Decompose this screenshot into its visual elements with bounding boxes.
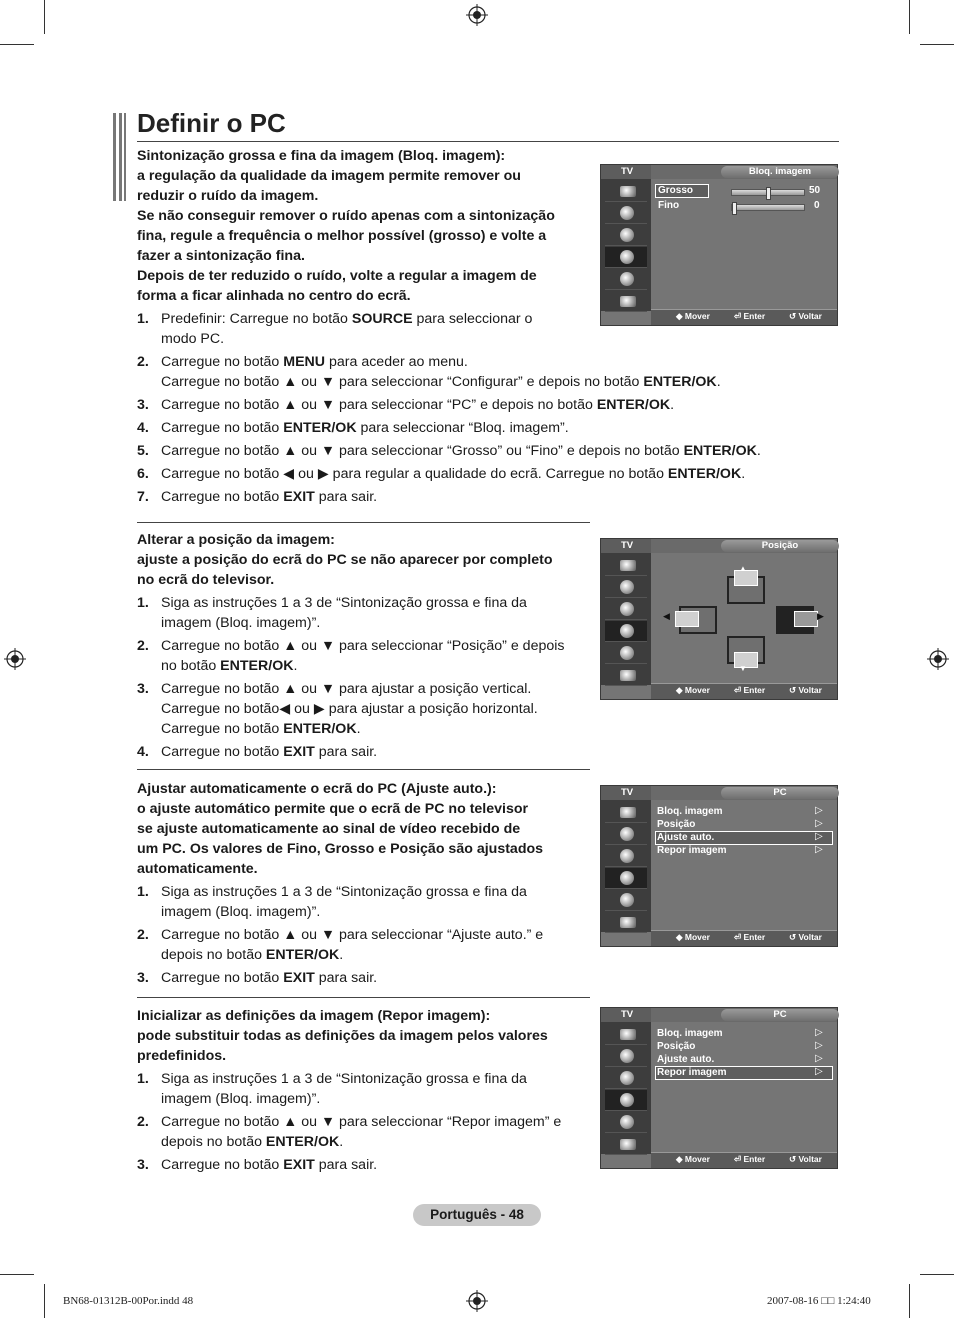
submenu-arrow-icon: ▷	[815, 844, 823, 855]
osd-pc-ajuste-auto	[600, 785, 838, 947]
step-item	[137, 1112, 592, 1152]
osd-picture-icon	[605, 802, 647, 823]
step-text: Carregue no botão ▲ ou ▼ para seleccionar “Ajuste auto.” e	[161, 927, 544, 943]
osd-channel-icon	[605, 599, 647, 620]
title-divider	[137, 141, 839, 142]
osd-tv-label: TV	[601, 165, 651, 179]
step-item	[137, 352, 821, 392]
back-icon: ↺	[789, 932, 799, 942]
osd-picture-icon	[605, 555, 647, 576]
osd-application-icon	[605, 912, 647, 933]
enter-icon: ⏎	[734, 932, 744, 942]
osd-setup-icon	[605, 247, 647, 268]
file-slug: BN68-01312B-00Por.indd 48	[63, 1295, 194, 1307]
step-text: Predefinir: Carregue no botão SOURCE para seleccionar o	[161, 311, 533, 327]
osd-nav-enter	[734, 311, 765, 322]
step-text: no botão ENTER/OK.	[161, 658, 298, 674]
heading-line: forma a ficar alinhada no centro do ecrã.	[137, 288, 411, 304]
step-number: 1.	[137, 1071, 149, 1087]
section-divider	[137, 522, 590, 523]
step-item	[137, 1155, 592, 1175]
step-text: Carregue no botão ◀ ou ▶ para regular a qualidade do ecrã. Carregue no botão ENTER/OK.	[161, 466, 746, 482]
section-divider	[137, 769, 590, 770]
osd-nav-move	[676, 311, 710, 322]
enter-icon: ⏎	[734, 1154, 744, 1164]
osd-tab-title: Bloq. imagem	[721, 166, 839, 178]
step-text: Carregue no botão ▲ ou ▼ para seleccionar “Grosso” ou “Fino” e depois no botão ENTER/OK.	[161, 443, 761, 459]
osd-setup-icon	[605, 621, 647, 642]
osd-nav-move	[676, 1154, 710, 1165]
osd-nav-label: Mover	[684, 311, 710, 321]
osd-application-icon	[605, 1134, 647, 1155]
section-ajuste-auto	[137, 779, 592, 991]
heading-line: Sintonização grossa e fina da imagem (Bloq. imagem):	[137, 148, 506, 164]
move-icon: ◆	[676, 1154, 685, 1164]
heading-line: fazer a sintonização fina.	[137, 248, 305, 264]
enter-icon: ⏎	[734, 311, 744, 321]
step-number: 2.	[137, 1114, 149, 1130]
osd-value-grosso: 50	[809, 185, 821, 196]
osd-tab-title: PC	[721, 1009, 839, 1021]
osd-input-icon	[605, 890, 647, 911]
move-icon: ◆	[676, 932, 685, 942]
step-number: 2.	[137, 927, 149, 943]
position-box-right	[776, 606, 814, 634]
submenu-arrow-icon: ▷	[815, 1040, 823, 1051]
step-item	[137, 925, 592, 965]
submenu-arrow-icon: ▷	[815, 1027, 823, 1038]
osd-nav-label: Voltar	[798, 311, 822, 321]
step-item	[137, 593, 592, 633]
osd-input-icon	[605, 269, 647, 290]
osd-tv-label: TV	[601, 786, 651, 800]
osd-menu-item: Repor imagem	[657, 845, 727, 856]
osd-setup-icon	[605, 868, 647, 889]
osd-pc-repor-imagem	[600, 1007, 838, 1169]
osd-menu-item: Ajuste auto.	[656, 832, 832, 844]
step-list	[137, 593, 592, 762]
osd-sound-icon	[605, 203, 647, 224]
step-text: Carregue no botão EXIT para sair.	[161, 1157, 378, 1173]
step-item	[137, 968, 592, 988]
submenu-arrow-icon: ▷	[815, 831, 823, 842]
osd-nav-label: Voltar	[798, 932, 822, 942]
step-text: Carregue no botão◀ ou ▶ para ajustar a posição horizontal.	[161, 701, 538, 717]
step-item	[137, 464, 821, 484]
step-number: 4.	[137, 744, 149, 760]
page-number-badge: Português - 48	[413, 1204, 541, 1226]
position-box-top	[727, 576, 765, 604]
step-text: Carregue no botão EXIT para sair.	[161, 744, 378, 760]
heading-line: se ajuste automaticamente ao sinal de vídeo recebido de	[137, 821, 521, 837]
osd-setup-icon	[605, 1090, 647, 1111]
osd-nav-enter	[734, 932, 765, 943]
osd-tab-title: PC	[721, 787, 839, 799]
step-list	[137, 1069, 592, 1175]
step-number: 1.	[137, 884, 149, 900]
section-divider	[137, 997, 590, 998]
osd-sound-icon	[605, 577, 647, 598]
heading-line: um PC. Os valores de Fino, Grosso e Posição são ajustados	[137, 841, 544, 857]
osd-menu-item: Posição	[657, 819, 696, 830]
step-number: 1.	[137, 311, 149, 327]
osd-nav-move	[676, 685, 710, 696]
osd-channel-icon	[605, 846, 647, 867]
osd-nav-label: Enter	[743, 685, 766, 695]
position-down-arrow-icon: ▼	[739, 664, 747, 673]
heading-line: a regulação da qualidade da imagem permite remover ou	[137, 168, 521, 184]
step-number: 3.	[137, 681, 149, 697]
osd-slider-knob	[766, 187, 771, 200]
step-number: 3.	[137, 1157, 149, 1173]
back-icon: ↺	[789, 311, 799, 321]
step-text: Carregue no botão EXIT para sair.	[161, 489, 378, 505]
step-item	[137, 441, 821, 461]
osd-tv-label: TV	[601, 539, 651, 553]
step-text: Carregue no botão ▲ ou ▼ para seleccionar “Repor imagem” e	[161, 1114, 562, 1130]
osd-picture-icon	[605, 1024, 647, 1045]
page-title: Definir o PC	[137, 108, 286, 138]
step-text: Siga as instruções 1 a 3 de “Sintonização grossa e fina da	[161, 1071, 527, 1087]
step-number: 2.	[137, 638, 149, 654]
position-up-arrow-icon: ▲	[739, 564, 747, 573]
osd-channel-icon	[605, 1068, 647, 1089]
move-icon: ◆	[676, 685, 685, 695]
heading-line: predefinidos.	[137, 1048, 227, 1064]
osd-application-icon	[605, 665, 647, 686]
step-item	[137, 679, 592, 739]
heading-line: fina, regule a frequência o melhor possível (grosso) e volte a	[137, 228, 547, 244]
step-item	[137, 742, 592, 762]
osd-nav-back	[789, 1154, 822, 1165]
osd-nav-enter	[734, 685, 765, 696]
step-text: Carregue no botão ▲ ou ▼ para ajustar a posição vertical.	[161, 681, 532, 697]
osd-nav-enter	[734, 1154, 765, 1165]
osd-slider-grosso	[731, 189, 805, 196]
section-heading	[137, 779, 592, 879]
step-number: 3.	[137, 970, 149, 986]
osd-menu-item: Repor imagem	[656, 1067, 832, 1079]
step-number: 5.	[137, 443, 149, 459]
step-number: 7.	[137, 489, 149, 505]
step-text: depois no botão ENTER/OK.	[161, 947, 344, 963]
osd-value-fino: 0	[814, 200, 820, 211]
osd-slider-knob	[732, 202, 737, 215]
step-text: modo PC.	[161, 331, 225, 347]
registration-mark-right-icon	[927, 648, 949, 670]
osd-sound-icon	[605, 824, 647, 845]
registration-mark-left-icon	[4, 648, 26, 670]
registration-mark-bottom-icon	[466, 1290, 488, 1312]
step-item	[137, 418, 837, 438]
osd-application-icon	[605, 291, 647, 312]
step-text: imagem (Bloq. imagem)”.	[161, 615, 321, 631]
step-item	[137, 636, 592, 676]
osd-nav-label: Enter	[743, 1154, 766, 1164]
osd-nav-label: Mover	[684, 1154, 710, 1164]
osd-slider-fino	[731, 204, 805, 211]
step-number: 3.	[137, 397, 149, 413]
step-text: imagem (Bloq. imagem)”.	[161, 904, 321, 920]
osd-nav-label: Mover	[684, 932, 710, 942]
step-number: 6.	[137, 466, 149, 482]
osd-bloq-imagem	[600, 164, 838, 326]
heading-line: automaticamente.	[137, 861, 258, 877]
heading-line: reduzir o ruído da imagem.	[137, 188, 319, 204]
step-text: Siga as instruções 1 a 3 de “Sintonização grossa e fina da	[161, 595, 527, 611]
back-icon: ↺	[789, 1154, 799, 1164]
section-heading	[137, 1006, 592, 1066]
osd-posicao	[600, 538, 838, 700]
back-icon: ↺	[789, 685, 799, 695]
osd-menu-item: Posição	[657, 1041, 696, 1052]
osd-nav-label: Enter	[743, 932, 766, 942]
section-posicao	[137, 530, 592, 765]
osd-sound-icon	[605, 1046, 647, 1067]
osd-tab-title: Posição	[721, 540, 839, 552]
osd-menu-item: Ajuste auto.	[657, 1054, 715, 1065]
step-text: Carregue no botão ENTER/OK.	[161, 721, 361, 737]
date-slug: 2007-08-16 □□ 1:24:40	[767, 1295, 871, 1307]
osd-menu-item: Bloq. imagem	[657, 806, 723, 817]
step-list	[137, 309, 837, 507]
heading-line: Se não conseguir remover o ruído apenas com a sintonização	[137, 208, 555, 224]
submenu-arrow-icon: ▷	[815, 1053, 823, 1064]
osd-nav-back	[789, 932, 822, 943]
osd-row-fino: Fino	[658, 200, 680, 211]
osd-nav-label: Mover	[684, 685, 710, 695]
submenu-arrow-icon: ▷	[815, 805, 823, 816]
osd-nav-label: Voltar	[798, 685, 822, 695]
osd-nav-label: Enter	[743, 311, 766, 321]
position-box-bottom	[727, 636, 765, 664]
step-text: Carregue no botão ▲ ou ▼ para seleccionar “PC” e depois no botão ENTER/OK.	[161, 397, 675, 413]
osd-menu-item: Bloq. imagem	[657, 1028, 723, 1039]
heading-line: Ajustar automaticamente o ecrã do PC (Ajuste auto.):	[137, 781, 497, 797]
step-number: 1.	[137, 595, 149, 611]
submenu-arrow-icon: ▷	[815, 1066, 823, 1077]
step-item	[137, 1069, 592, 1109]
enter-icon: ⏎	[734, 685, 744, 695]
step-number: 2.	[137, 354, 149, 370]
step-text: imagem (Bloq. imagem)”.	[161, 1091, 321, 1107]
position-right-arrow-icon: ▶	[817, 611, 824, 621]
section-repor-imagem	[137, 1006, 592, 1178]
heading-line: Inicializar as definições da imagem (Repor imagem):	[137, 1008, 491, 1024]
osd-picture-icon	[605, 181, 647, 202]
osd-row-grosso: Grosso	[656, 185, 708, 197]
osd-nav-label: Voltar	[798, 1154, 822, 1164]
heading-line: no ecrã do televisor.	[137, 572, 275, 588]
step-text: Carregue no botão EXIT para sair.	[161, 970, 378, 986]
step-text: Carregue no botão MENU para aceder ao menu.	[161, 354, 468, 370]
position-left-arrow-icon: ◀	[663, 611, 670, 621]
section-heading	[137, 530, 592, 590]
osd-input-icon	[605, 643, 647, 664]
heading-line: ajuste a posição do ecrã do PC se não aparecer por completo	[137, 552, 553, 568]
osd-channel-icon	[605, 225, 647, 246]
heading-line: Alterar a posição da imagem:	[137, 532, 335, 548]
submenu-arrow-icon: ▷	[815, 818, 823, 829]
osd-nav-move	[676, 932, 710, 943]
step-item	[137, 882, 592, 922]
heading-line: pode substituir todas as definições da imagem pelos valores	[137, 1028, 548, 1044]
registration-mark-top-icon	[466, 4, 488, 26]
heading-line: o ajuste automático permite que o ecrã de PC no televisor	[137, 801, 529, 817]
step-text: Carregue no botão ▲ ou ▼ para seleccionar “Configurar” e depois no botão ENTER/OK.	[161, 374, 721, 390]
osd-input-icon	[605, 1112, 647, 1133]
step-text: Siga as instruções 1 a 3 de “Sintonização grossa e fina da	[161, 884, 527, 900]
step-text: Carregue no botão ENTER/OK para seleccionar “Bloq. imagem”.	[161, 420, 569, 436]
heading-line: Depois de ter reduzido o ruído, volte a regular a imagem de	[137, 268, 537, 284]
position-box-left	[679, 606, 717, 634]
osd-nav-back	[789, 311, 822, 322]
step-text: Carregue no botão ▲ ou ▼ para seleccionar “Posição” e depois	[161, 638, 565, 654]
osd-tv-label: TV	[601, 1008, 651, 1022]
move-icon: ◆	[676, 311, 685, 321]
step-number: 4.	[137, 420, 149, 436]
osd-nav-back	[789, 685, 822, 696]
step-text: depois no botão ENTER/OK.	[161, 1134, 344, 1150]
step-list	[137, 882, 592, 988]
step-item	[137, 487, 837, 507]
step-item	[137, 395, 821, 415]
